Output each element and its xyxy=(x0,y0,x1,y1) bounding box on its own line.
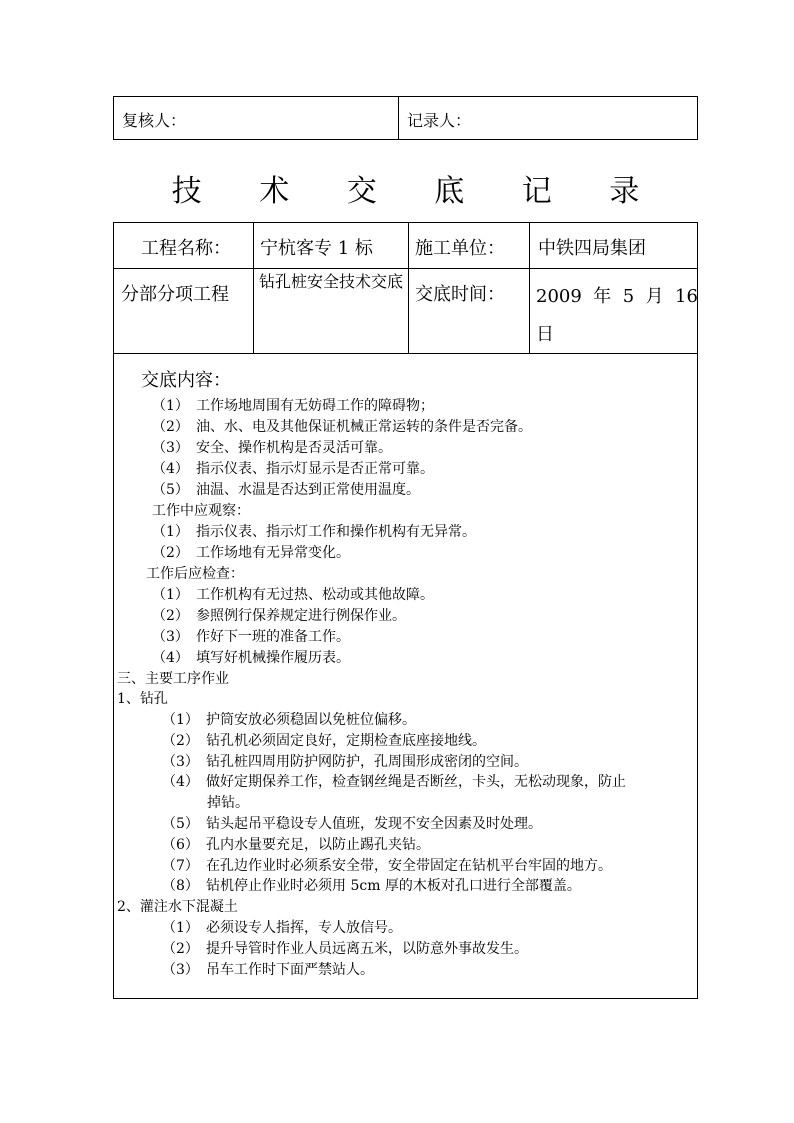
list-item-text: 孔内水量要充足，以防止踢孔夹钻。 xyxy=(206,837,430,853)
list-item-number: （2） xyxy=(162,941,199,957)
list-item-text: 指示仪表、指示灯工作和操作机构有无异常。 xyxy=(196,524,476,540)
sub-item-label: 分部分项工程 xyxy=(121,284,229,305)
list-item-text: 1、钻孔 xyxy=(117,691,168,707)
list-item-number: （3） xyxy=(152,440,189,456)
list-item-number: （2） xyxy=(152,419,189,435)
list-item-number: （7） xyxy=(162,858,199,874)
list-item-number: （5） xyxy=(162,816,199,832)
list-item xyxy=(162,711,416,729)
info-table-col-divider-2 xyxy=(408,222,409,353)
construction-unit-label: 施工单位： xyxy=(415,238,505,259)
review-row xyxy=(113,96,698,140)
list-item-number: （5） xyxy=(152,482,189,498)
list-item xyxy=(162,857,612,875)
list-item xyxy=(152,460,434,478)
list-item xyxy=(162,877,581,895)
list-item-text: 钻机停止作业时必须用 5cm 厚的木板对孔口进行全部覆盖。 xyxy=(206,878,581,894)
list-item-text: 掉钻。 xyxy=(207,795,249,811)
list-item xyxy=(152,523,476,541)
list-item-number: （4） xyxy=(152,650,189,666)
reviewer-label: 复核人： xyxy=(122,111,187,130)
list-item-text: 护筒安放必须稳固以免桩位偏移。 xyxy=(206,712,416,728)
list-item-number: （2） xyxy=(162,733,199,749)
list-item-number: （1） xyxy=(162,920,199,936)
list-item-text: 吊车工作时下面严禁站人。 xyxy=(206,962,374,978)
recorder-label: 记录人： xyxy=(407,111,472,130)
review-row-divider xyxy=(398,96,399,140)
list-item xyxy=(207,794,249,812)
list-item xyxy=(152,397,434,415)
list-item-number: （1） xyxy=(162,712,199,728)
list-item xyxy=(152,607,406,625)
list-item-number: （6） xyxy=(162,837,199,853)
list-item xyxy=(162,815,542,833)
list-item-text: 钻孔机必须固定良好，定期检查底座接地线。 xyxy=(206,733,486,749)
list-item-number: （1） xyxy=(152,524,189,540)
list-item-text: 提升导管时作业人员远离五米，以防意外事故发生。 xyxy=(206,941,528,957)
content-heading: 交底内容： xyxy=(141,370,231,391)
list-item-text: 做好定期保养工作，检查钢丝绳是否断丝，卡头，无松动现象，防止 xyxy=(206,774,626,790)
list-item-text: 工作后应检查： xyxy=(146,566,244,582)
list-item xyxy=(162,940,528,958)
list-item-number: （3） xyxy=(162,754,199,770)
list-item-number: （3） xyxy=(162,962,199,978)
list-item-number: （2） xyxy=(152,545,189,561)
list-item-text: 钻头起吊平稳设专人值班，发现不安全因素及时处理。 xyxy=(206,816,542,832)
list-item-text: 钻孔桩四周用防护网防护，孔周围形成密闭的空间。 xyxy=(206,754,528,770)
handover-time-value-line2: 日 xyxy=(536,324,554,345)
list-item-text: 填写好机械操作履历表。 xyxy=(196,650,350,666)
list-item-number: （4） xyxy=(162,774,199,790)
list-item-text: 油温、水温是否达到正常使用温度。 xyxy=(196,482,420,498)
list-item xyxy=(162,753,528,771)
handover-time-label: 交底时间： xyxy=(415,284,505,305)
list-item-text: 安全、操作机构是否灵活可靠。 xyxy=(196,440,392,456)
list-item xyxy=(162,836,430,854)
list-item-text: 工作机构有无过热、松动或其他故障。 xyxy=(196,587,434,603)
list-item xyxy=(162,773,626,791)
list-item-text: 指示仪表、指示灯显示是否正常可靠。 xyxy=(196,461,434,477)
list-item-text: 工作中应观察： xyxy=(152,503,250,519)
list-item-text: 油、水、电及其他保证机械正常运转的条件是否完备。 xyxy=(196,419,532,435)
list-item xyxy=(162,919,402,937)
list-item-number: （1） xyxy=(152,398,189,414)
list-item-text: 工作场地周围有无妨碍工作的障碍物； xyxy=(196,398,434,414)
list-item xyxy=(162,961,374,979)
info-table-row-divider xyxy=(113,268,698,269)
list-item xyxy=(117,670,229,688)
list-item-text: 参照例行保养规定进行例保作业。 xyxy=(196,608,406,624)
list-item xyxy=(152,502,250,520)
list-item xyxy=(152,628,350,646)
list-item-text: 2、灌注水下混凝土 xyxy=(117,899,238,915)
list-item-text: 工作场地有无异常变化。 xyxy=(196,545,350,561)
list-item-text: 必须设专人指挥，专人放信号。 xyxy=(206,920,402,936)
handover-time-value-line1: 2009 年 5 月 16 xyxy=(536,286,698,307)
list-item xyxy=(117,898,238,916)
list-item xyxy=(152,544,350,562)
list-item-number: （1） xyxy=(152,587,189,603)
list-item xyxy=(146,565,244,583)
construction-unit-value: 中铁四局集团 xyxy=(538,238,646,259)
page-title: 技 术 交 底 记 录 xyxy=(171,174,664,209)
sub-item-value: 钻孔桩安全技术交底 xyxy=(259,272,404,291)
list-item-number: （3） xyxy=(152,629,189,645)
list-item xyxy=(152,418,532,436)
list-item xyxy=(152,481,420,499)
list-item xyxy=(152,649,350,667)
info-table-col-divider-3 xyxy=(529,222,530,353)
list-item xyxy=(152,439,392,457)
project-name-value: 宁杭客专 1 标 xyxy=(260,238,373,259)
list-item-text: 作好下一班的准备工作。 xyxy=(196,629,350,645)
project-name-label: 工程名称： xyxy=(141,238,231,259)
list-item-text: 三、主要工序作业 xyxy=(117,671,229,687)
list-item xyxy=(117,690,168,708)
info-table-bottom-divider xyxy=(113,353,698,354)
list-item-number: （2） xyxy=(152,608,189,624)
list-item xyxy=(152,586,434,604)
list-item-text: 在孔边作业时必须系安全带，安全带固定在钻机平台牢固的地方。 xyxy=(206,858,612,874)
list-item xyxy=(162,732,486,750)
list-item-number: （4） xyxy=(152,461,189,477)
info-table-col-divider-1 xyxy=(253,222,254,353)
list-item-number: （8） xyxy=(162,878,199,894)
